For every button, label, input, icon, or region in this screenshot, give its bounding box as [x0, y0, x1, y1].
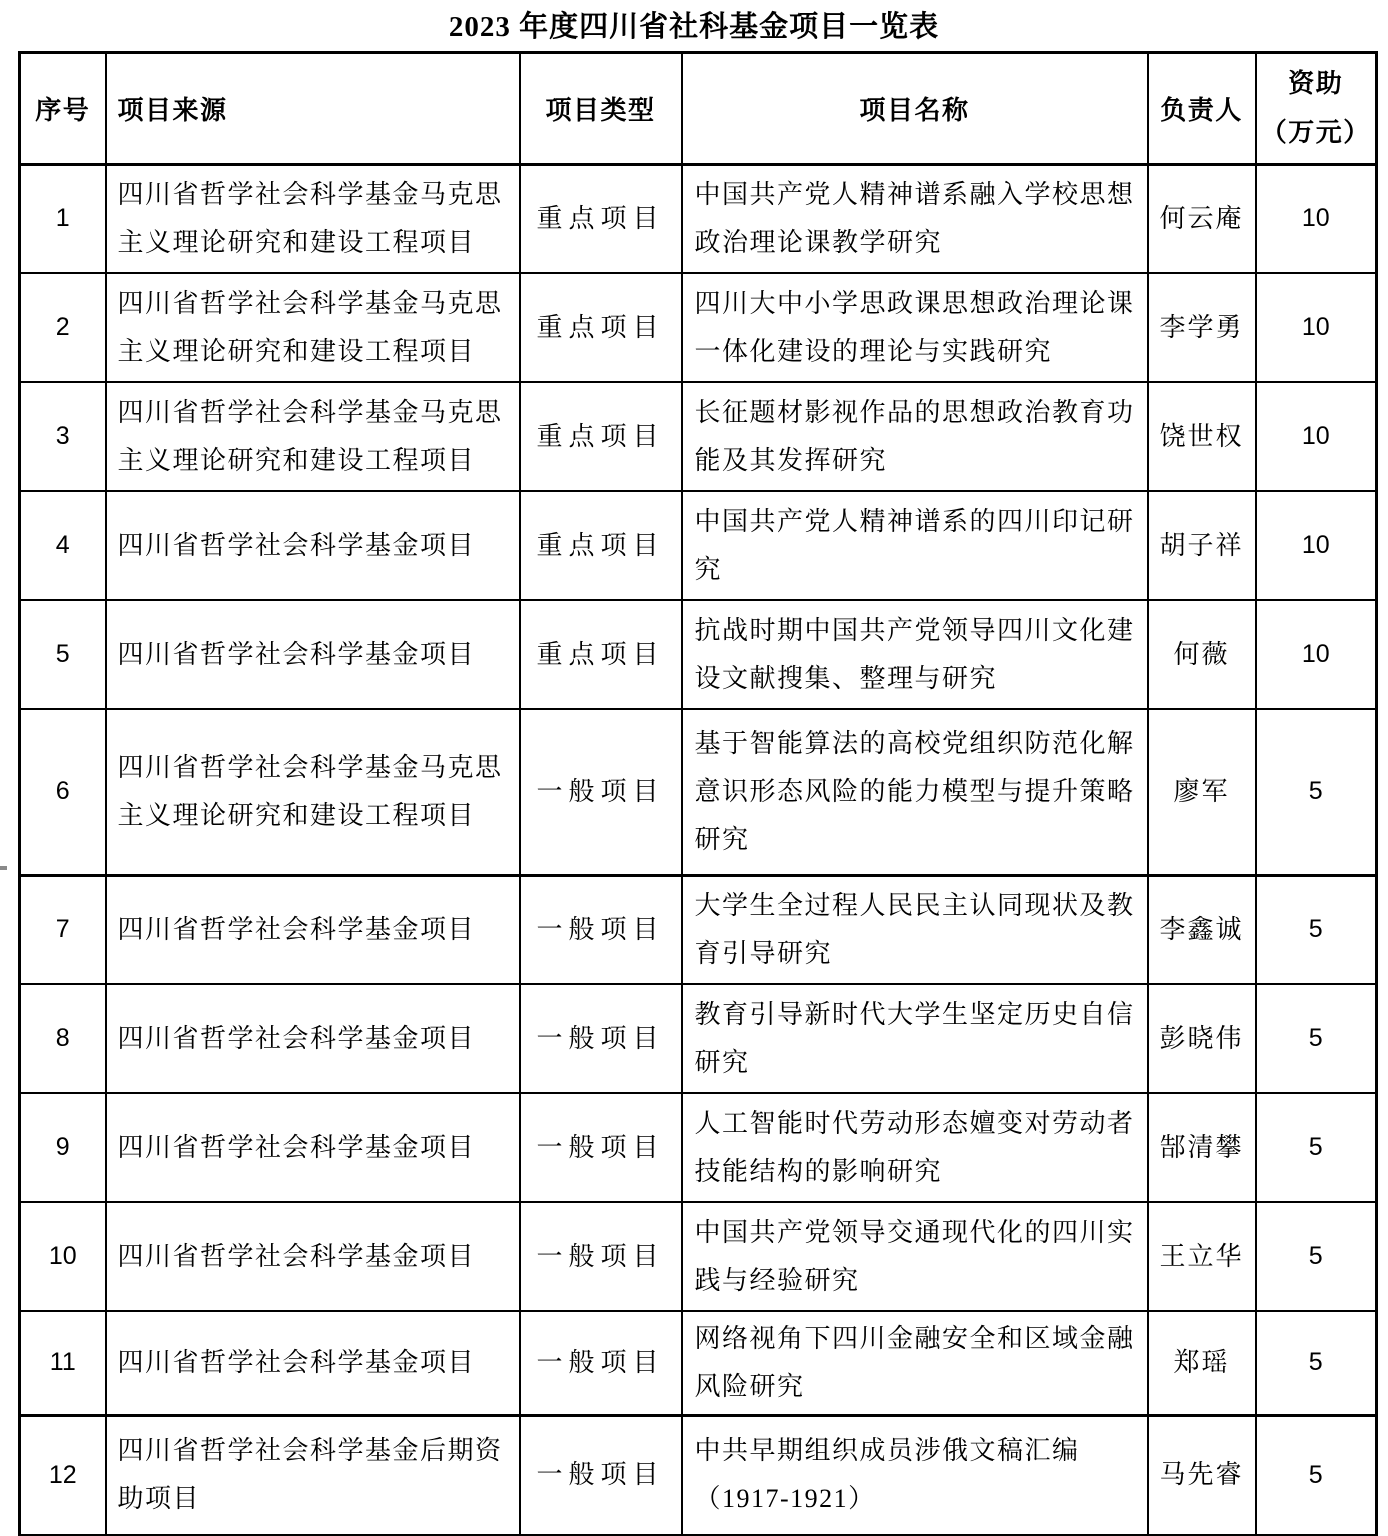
header-source: 项目来源 [106, 52, 520, 164]
cell-source: 四川省哲学社会科学基金马克思主义理论研究和建设工程项目 [106, 273, 520, 382]
table-row [20, 164, 1377, 273]
page-title: 2023 年度四川省社科基金项目一览表 [448, 11, 940, 43]
cell-name: 基于智能算法的高校党组织防范化解意识形态风险的能力模型与提升策略研究 [682, 709, 1148, 875]
cell-source: 四川省哲学社会科学基金项目 [106, 1093, 520, 1202]
cell-name: 中国共产党领导交通现代化的四川实践与经验研究 [682, 1202, 1148, 1311]
header-serial: 序号 [20, 52, 106, 164]
cell-leader: 廖军 [1148, 709, 1256, 875]
cell-leader: 何薇 [1148, 600, 1256, 709]
cell-amount: 5 [1256, 1202, 1377, 1311]
cell-name: 抗战时期中国共产党领导四川文化建设文献搜集、整理与研究 [682, 600, 1148, 709]
cell-serial: 11 [20, 1311, 106, 1415]
cell-source: 四川省哲学社会科学基金马克思主义理论研究和建设工程项目 [106, 709, 520, 875]
table-row [20, 273, 1377, 382]
table-row [20, 984, 1377, 1093]
cell-leader: 李鑫诚 [1148, 875, 1256, 984]
header-funding [1256, 52, 1377, 164]
table-row [20, 382, 1377, 491]
cell-leader: 饶世权 [1148, 382, 1256, 491]
cell-name: 中国共产党人精神谱系的四川印记研究 [682, 491, 1148, 600]
header-name: 项目名称 [682, 52, 1148, 164]
cell-type: 一般项目 [520, 875, 682, 984]
cell-serial: 2 [20, 273, 106, 382]
cell-amount: 5 [1256, 1093, 1377, 1202]
cell-source: 四川省哲学社会科学基金项目 [106, 600, 520, 709]
cell-name: 四川大中小学思政课思想政治理论课一体化建设的理论与实践研究 [682, 273, 1148, 382]
cell-amount: 10 [1256, 491, 1377, 600]
table-body [20, 164, 1377, 1535]
table-row [20, 709, 1377, 875]
cell-name: 人工智能时代劳动形态嬗变对劳动者技能结构的影响研究 [682, 1093, 1148, 1202]
cell-source: 四川省哲学社会科学基金马克思主义理论研究和建设工程项目 [106, 164, 520, 273]
cell-type: 一般项目 [520, 1415, 682, 1535]
cell-serial: 4 [20, 491, 106, 600]
cell-serial: 9 [20, 1093, 106, 1202]
header-type: 项目类型 [520, 52, 682, 164]
cell-amount: 5 [1256, 875, 1377, 984]
header-funding-line2: （万元） [1260, 118, 1371, 148]
cell-type: 重点项目 [520, 491, 682, 600]
table-row [20, 1093, 1377, 1202]
cell-type: 一般项目 [520, 1311, 682, 1415]
cell-source: 四川省哲学社会科学基金项目 [106, 1202, 520, 1311]
page-margin-mark [0, 866, 7, 870]
cell-name: 中国共产党人精神谱系融入学校思想政治理论课教学研究 [682, 164, 1148, 273]
cell-type: 一般项目 [520, 1202, 682, 1311]
cell-serial: 5 [20, 600, 106, 709]
cell-source: 四川省哲学社会科学基金项目 [106, 984, 520, 1093]
cell-serial: 3 [20, 382, 106, 491]
cell-leader: 何云庵 [1148, 164, 1256, 273]
cell-type: 重点项目 [520, 164, 682, 273]
cell-name: 教育引导新时代大学生坚定历史自信研究 [682, 984, 1148, 1093]
cell-source: 四川省哲学社会科学基金项目 [106, 1311, 520, 1415]
table-row [20, 491, 1377, 600]
cell-leader: 郑瑶 [1148, 1311, 1256, 1415]
cell-source: 四川省哲学社会科学基金后期资助项目 [106, 1415, 520, 1535]
cell-type: 一般项目 [520, 1093, 682, 1202]
grants-table [18, 51, 1378, 1536]
cell-leader: 马先睿 [1148, 1415, 1256, 1535]
cell-name: 大学生全过程人民民主认同现状及教育引导研究 [682, 875, 1148, 984]
cell-leader: 郜清攀 [1148, 1093, 1256, 1202]
header-leader: 负责人 [1148, 52, 1256, 164]
cell-amount: 10 [1256, 600, 1377, 709]
header-funding-line1: 资助 [1288, 68, 1344, 98]
cell-source: 四川省哲学社会科学基金项目 [106, 875, 520, 984]
cell-leader: 彭晓伟 [1148, 984, 1256, 1093]
cell-serial: 12 [20, 1415, 106, 1535]
cell-amount: 5 [1256, 1415, 1377, 1535]
table-head [20, 52, 1377, 164]
cell-amount: 10 [1256, 382, 1377, 491]
cell-serial: 7 [20, 875, 106, 984]
cell-serial: 6 [20, 709, 106, 875]
cell-name: 网络视角下四川金融安全和区域金融风险研究 [682, 1311, 1148, 1415]
table-row [20, 875, 1377, 984]
cell-amount: 10 [1256, 164, 1377, 273]
cell-amount: 10 [1256, 273, 1377, 382]
table-row [20, 1202, 1377, 1311]
cell-source: 四川省哲学社会科学基金马克思主义理论研究和建设工程项目 [106, 382, 520, 491]
cell-amount: 5 [1256, 984, 1377, 1093]
cell-amount: 5 [1256, 709, 1377, 875]
cell-amount: 5 [1256, 1311, 1377, 1415]
cell-serial: 1 [20, 164, 106, 273]
table-row [20, 600, 1377, 709]
cell-leader: 李学勇 [1148, 273, 1256, 382]
cell-type: 重点项目 [520, 382, 682, 491]
cell-serial: 10 [20, 1202, 106, 1311]
table-header-row [20, 52, 1377, 164]
cell-name: 中共早期组织成员涉俄文稿汇编（1917-1921） [682, 1415, 1148, 1535]
table-row [20, 1415, 1377, 1535]
cell-leader: 胡子祥 [1148, 491, 1256, 600]
table-row [20, 1311, 1377, 1415]
cell-type: 一般项目 [520, 709, 682, 875]
cell-type: 重点项目 [520, 273, 682, 382]
cell-serial: 8 [20, 984, 106, 1093]
cell-leader: 王立华 [1148, 1202, 1256, 1311]
cell-name: 长征题材影视作品的思想政治教育功能及其发挥研究 [682, 382, 1148, 491]
cell-type: 一般项目 [520, 984, 682, 1093]
cell-source: 四川省哲学社会科学基金项目 [106, 491, 520, 600]
cell-type: 重点项目 [520, 600, 682, 709]
